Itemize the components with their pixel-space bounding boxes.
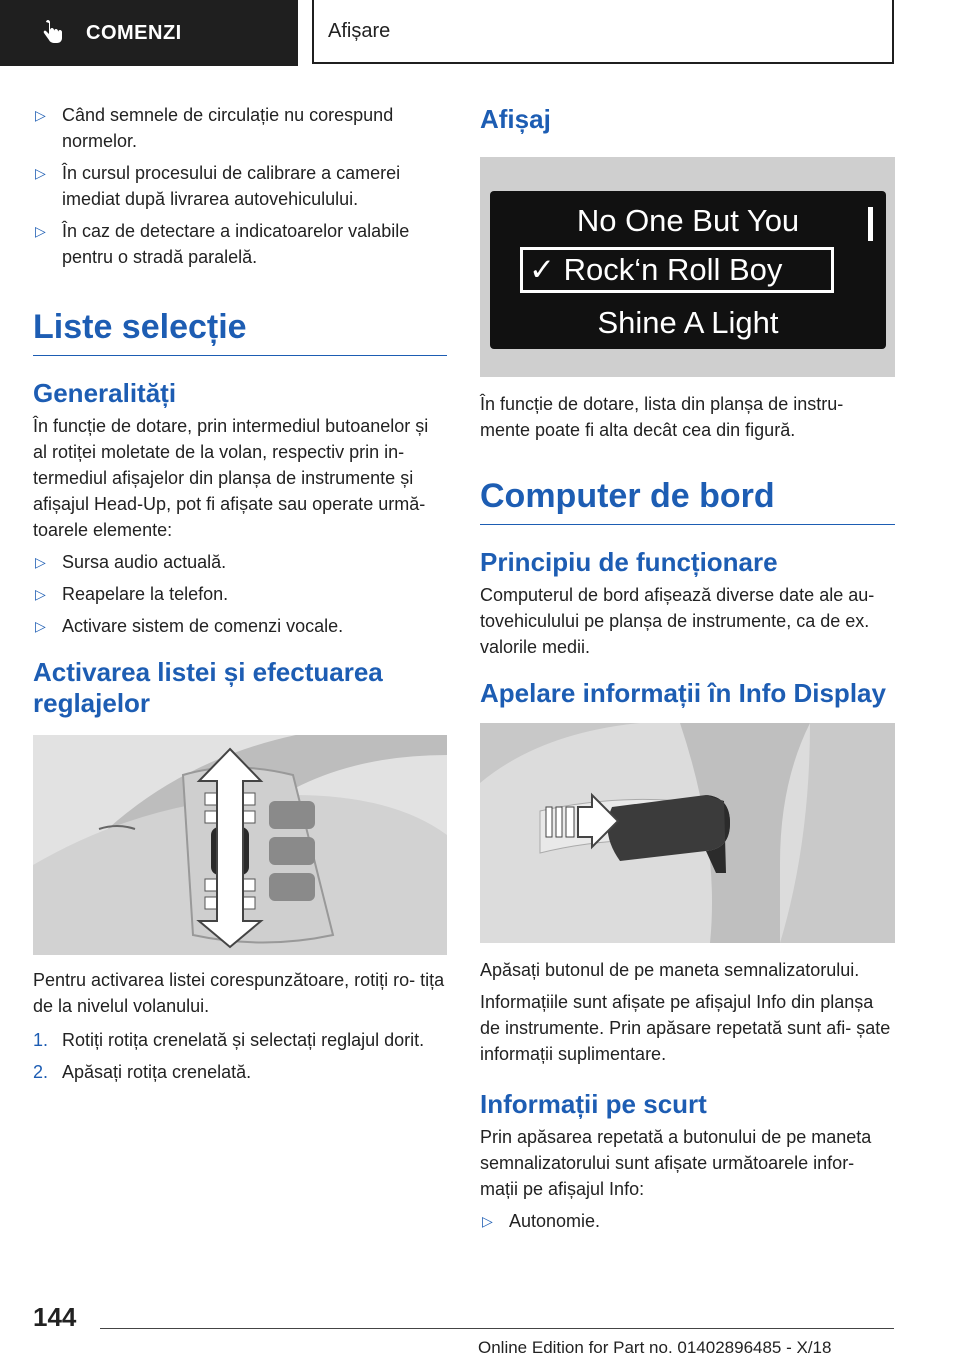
footer-divider <box>100 1328 894 1329</box>
heading-activarea-listei: Activarea listei și efectuarea reglajelor <box>33 657 383 718</box>
page-number: 144 <box>33 1302 77 1332</box>
turn-signal-lever-figure <box>480 723 895 943</box>
list-item: ▷ Când semnele de circulație nu corespund normelor. <box>33 102 447 154</box>
steering-wheel-figure <box>33 735 447 955</box>
turn-signal-illustration <box>480 723 895 943</box>
left-column <box>33 96 447 1091</box>
paragraph-generalitati: În funcție de dotare, prin intermediul butoanelor și al rotiței moletate de la volan, respectiv prin in- termediul afișajelor din planșa de instrumente și afișajul Head-Up, pot fi afișate sau operate urmă- toarele elemente: <box>33 416 429 540</box>
heading-generalitati: Generalități <box>33 378 177 408</box>
display-list-figure <box>480 157 895 377</box>
paragraph-principiu: Computerul de bord afișează diverse date ale au- tovehiculului pe planșa de instrumente, ca de ex. valorile medii. <box>480 585 875 657</box>
heading-liste-selectie: Liste selecție <box>33 308 447 356</box>
section-title: Afișare <box>328 19 391 42</box>
display-item: No One But You <box>576 203 800 238</box>
triangle-bullet-icon: ▷ <box>482 1213 493 1229</box>
list-item: ▷ În caz de detectare a indicatoarelor valabile pentru o stradă paralelă. <box>33 218 447 270</box>
list-item: ▷ Reapelare la telefon. <box>33 581 447 607</box>
heading-afisaj: Afișaj <box>480 104 551 134</box>
numbered-steps <box>33 1027 447 1085</box>
chapter-tab <box>0 0 298 66</box>
scrollbar-indicator <box>868 207 873 241</box>
list-item: ▷ Sursa audio actuală. <box>33 549 447 575</box>
right-column <box>480 96 895 1240</box>
display-item-selected: ✓ Rock‘n Roll Boy <box>520 247 834 293</box>
bullet-list-general <box>33 549 447 639</box>
heading-apelare: Apelare informații în Info Display <box>480 678 886 708</box>
paragraph-informatii: Prin apăsarea repetată a butonului de pe maneta semnalizatorului sunt afișate următoarele infor- mații pe afișajul Info: <box>480 1127 872 1199</box>
triangle-bullet-icon: ▷ <box>35 618 46 634</box>
triangle-bullet-icon: ▷ <box>35 586 46 602</box>
heading-informatii-pe-scurt: Informații pe scurt <box>480 1089 707 1119</box>
footer-edition: Online Edition for Part no. 01402896485 - X/18 <box>478 1338 832 1357</box>
list-item: ▷ Activare sistem de comenzi vocale. <box>33 613 447 639</box>
instrument-display <box>490 191 886 349</box>
section-tab <box>312 0 894 64</box>
paragraph-afisaj: În funcție de dotare, lista din planșa de instru- mente poate fi alta decât cea din figură. <box>480 394 844 440</box>
paragraph-activarea: Pentru activarea listei corespunzătoare, rotiți ro- tița de la nivelul volanului. <box>33 970 445 1016</box>
heading-computer-de-bord: Computer de bord <box>480 477 895 525</box>
paragraph-apelare-1: Apăsați butonul de pe maneta semnalizatorului. <box>480 960 860 980</box>
hand-pointer-icon <box>40 20 66 46</box>
bullet-list-top <box>33 102 447 270</box>
list-item: 1. Rotiți rotița crenelată și selectați reglajul dorit. <box>33 1030 425 1050</box>
triangle-bullet-icon: ▷ <box>35 165 46 181</box>
display-item: Shine A Light <box>597 305 779 340</box>
list-item: 2. Apăsați rotița crenelată. <box>33 1062 252 1082</box>
triangle-bullet-icon: ▷ <box>35 223 46 239</box>
triangle-bullet-icon: ▷ <box>35 107 46 123</box>
heading-principiu: Principiu de funcționare <box>480 547 778 577</box>
list-item: ▷ În cursul procesului de calibrare a camerei imediat după livrarea autovehiculului. <box>33 160 447 212</box>
paragraph-apelare-2: Informațiile sunt afișate pe afișajul Info din planșa de instrumente. Prin apăsare repetată sunt afi- șate informații suplimentare. <box>480 992 891 1064</box>
chapter-title: COMENZI <box>86 21 182 44</box>
bullet-list-short <box>480 1208 895 1234</box>
steering-wheel-illustration <box>33 735 447 955</box>
triangle-bullet-icon: ▷ <box>35 554 46 570</box>
list-item: ▷ Autonomie. <box>480 1208 895 1234</box>
